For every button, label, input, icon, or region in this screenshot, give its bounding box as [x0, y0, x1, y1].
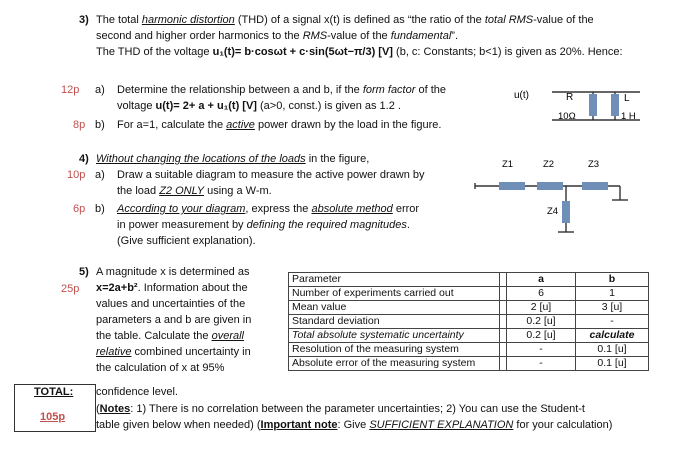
q4a-label: a) [95, 169, 105, 181]
table-cell: - [576, 315, 649, 329]
q5-line-5 [96, 329, 244, 344]
parameter-table [288, 272, 649, 371]
q3-intro-text: -value of the [533, 14, 594, 26]
notes-text: : Give [337, 419, 370, 431]
table-cell: 2 [u] [507, 301, 576, 315]
resistor-symbol [589, 94, 597, 116]
q4b-points: 6p [73, 203, 86, 215]
inductor-label: L [624, 93, 630, 104]
table-header-cell: b [576, 273, 649, 287]
q3-intro-text: The THD of the voltage [96, 46, 213, 58]
source-label: u(t) [514, 90, 529, 101]
table-row [289, 357, 649, 371]
q3-intro-text: (b, c: Constants; b<1) is given as 20%. Hence: [392, 46, 623, 58]
q3-intro-term: fundamental [390, 30, 452, 42]
q3-intro-term: RMS [302, 30, 328, 42]
table-cell: Resolution of the measuring system [289, 343, 500, 357]
q5-line-8: confidence level. [96, 386, 178, 398]
q3-intro-line-1 [96, 13, 594, 28]
q5-text: the table. Calculate the [96, 330, 212, 342]
table-cell: Number of experiments carried out [289, 287, 500, 301]
q3b-label: b) [95, 119, 105, 131]
q3a-formula: u(t)= 2+ a + u₁(t) [V] [155, 100, 257, 112]
impedance-circuit-diagram [470, 155, 650, 240]
resistor-value: 10Ω [558, 111, 576, 122]
table-cell [500, 357, 507, 371]
q3a-text: Determine the relationship between a and b, if the [117, 84, 363, 96]
table-cell [500, 315, 507, 329]
notes-text: ( [96, 403, 100, 415]
q5-line-3: values and uncertainties of the [96, 298, 246, 310]
resistor-label: R [566, 92, 574, 103]
q5-term-relative: relative [96, 346, 132, 358]
table-cell: - [507, 357, 576, 371]
q3-intro-text: The total [96, 14, 142, 26]
q5-notes-line-1 [96, 402, 585, 417]
table-header-cell [500, 273, 507, 287]
q4b-line-3: (Give sufficient explanation). [117, 235, 256, 247]
q3a-text: of the [415, 84, 446, 96]
important-note-heading: Important note [260, 419, 338, 431]
q5-term-overall: overall [211, 330, 244, 342]
q3-voltage-formula: u₁(t)= b·cosωt + c·sin(5ωt−π/3) [V] [212, 46, 393, 58]
q4b-term: defining the required magnitudes [246, 219, 407, 231]
q3a-points: 12p [61, 84, 80, 96]
q4b-text: error [392, 203, 420, 215]
table-cell: 0.2 [u] [507, 315, 576, 329]
q4b-text: in power measurement by [117, 219, 247, 231]
table-cell: - [507, 343, 576, 357]
table-header-cell: Parameter [289, 273, 500, 287]
table-cell: Standard deviation [289, 315, 500, 329]
q4a-text: the load [117, 185, 160, 197]
q3b-text: power drawn by the load in the figure. [254, 119, 442, 131]
table-row [289, 343, 649, 357]
q3-intro-text: ”. [451, 30, 459, 42]
table-cell [500, 287, 507, 301]
q5-text: . Information about the [137, 282, 248, 294]
q4a-text: using a W-m. [204, 185, 272, 197]
q4b-line-1 [117, 202, 419, 217]
q3b-points: 8p [73, 119, 86, 131]
q4a-line-1: Draw a suitable diagram to measure the active power drawn by [117, 169, 425, 181]
z4-symbol [562, 201, 570, 223]
q4b-text: , express the [245, 203, 312, 215]
q3-intro-term-thd: harmonic distortion [141, 14, 235, 26]
q3-intro-line-3 [96, 45, 623, 60]
q3-intro-term-rms: total RMS [484, 14, 534, 26]
q4a-line-2 [117, 184, 272, 199]
q4-title [96, 152, 369, 167]
q3a-text: (a>0, const.) is given as 1.2 . [256, 100, 401, 112]
table-cell: 0.1 [u] [576, 357, 649, 371]
table-header-row [289, 273, 649, 287]
q5-line-2 [96, 281, 248, 296]
table-cell [500, 343, 507, 357]
z2-symbol [537, 182, 563, 190]
q5-line-6 [96, 345, 251, 360]
table-cell: Total absolute systematic uncertainty [289, 329, 500, 343]
notes-text: for your calculation) [513, 419, 613, 431]
z1-label: Z1 [502, 159, 514, 170]
q4b-term: absolute method [311, 203, 393, 215]
z3-symbol [582, 182, 608, 190]
q5-formula: x=2a+b² [96, 282, 138, 294]
z4-label: Z4 [547, 206, 559, 217]
total-label: TOTAL: [34, 386, 74, 398]
q4a-points: 10p [67, 169, 86, 181]
table-row [289, 287, 649, 301]
inductor-value: 1 H [621, 111, 636, 122]
q3a-term-form-factor: form factor [362, 84, 416, 96]
q3a-text: voltage [117, 100, 156, 112]
table-cell [500, 329, 507, 343]
notes-text: table given below when needed) ( [96, 419, 261, 431]
table-row [289, 315, 649, 329]
table-cell: 6 [507, 287, 576, 301]
z2-label: Z2 [543, 159, 555, 170]
notes-emphasis: SUFFICIENT EXPLANATION [369, 419, 514, 431]
q3b-text: For a=1, calculate the [117, 119, 227, 131]
q4-title-underlined: Without changing the locations of the loads [96, 153, 306, 165]
table-cell: Mean value [289, 301, 500, 315]
z1-symbol [499, 182, 525, 190]
q3b-line [117, 118, 441, 133]
q3-number: 3) [79, 14, 89, 26]
table-cell: 0.1 [u] [576, 343, 649, 357]
q5-number: 5) [79, 266, 89, 278]
q4-title-text: in the figure, [305, 153, 370, 165]
q3-intro-line-2 [96, 29, 458, 44]
q3-intro-text: -value of the [327, 30, 391, 42]
table-cell: Absolute error of the measuring system [289, 357, 500, 371]
table-cell: 1 [576, 287, 649, 301]
q4b-line-2 [117, 218, 410, 233]
table-cell: 3 [u] [576, 301, 649, 315]
q5-points: 25p [61, 283, 80, 295]
rl-circuit-diagram [500, 80, 660, 140]
q3-intro-text: second and higher order harmonics to the [96, 30, 303, 42]
q4b-label: b) [95, 203, 105, 215]
q4a-term-z2-only: Z2 ONLY [159, 185, 205, 197]
notes-heading: Notes [99, 403, 131, 415]
table-row [289, 329, 649, 343]
q5-text: combined uncertainty in [131, 346, 251, 358]
total-value: 105p [40, 411, 66, 423]
q3a-line-2 [117, 99, 401, 114]
table-cell [500, 301, 507, 315]
notes-text: : 1) There is no correlation between the parameter uncertainties; 2) You can use the Student-t [130, 403, 585, 415]
q4b-text: . [406, 219, 410, 231]
table-cell: 0.2 [u] [507, 329, 576, 343]
q4b-term: According to your diagram [117, 203, 246, 215]
q5-line-4: parameters a and b are given in [96, 314, 252, 326]
q5-line-7: the calculation of x at 95% [96, 362, 225, 374]
q3b-term-active: active [226, 119, 255, 131]
table-row [289, 301, 649, 315]
table-header-cell: a [507, 273, 576, 287]
table-cell: calculate [576, 329, 649, 343]
q4-number: 4) [79, 153, 89, 165]
q5-notes-line-2 [96, 418, 612, 433]
q5-line-1: A magnitude x is determined as [96, 266, 250, 278]
z3-label: Z3 [588, 159, 600, 170]
q3a-label: a) [95, 84, 105, 96]
q3-intro-text: (THD) of a signal x(t) is defined as “the ratio of the [234, 14, 485, 26]
inductor-symbol [611, 94, 619, 116]
q3a-line-1 [117, 83, 446, 98]
